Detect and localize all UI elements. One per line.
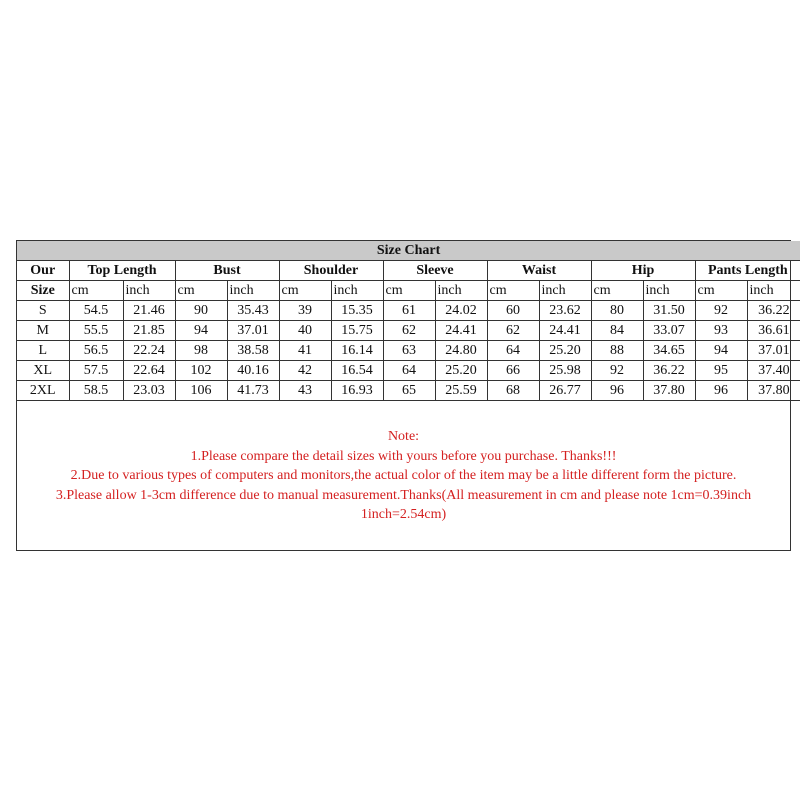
unit-inch-label: inch [643, 281, 695, 301]
table-cell: 16.14 [331, 341, 383, 361]
table-cell: 39 [279, 301, 331, 321]
table-row [17, 361, 800, 381]
table-cell: 41.73 [227, 381, 279, 401]
header-pants-length: Pants Length [695, 261, 800, 281]
note-line-2: 2.Due to various types of computers and monitors,the actual color of the item may be a little different form the picture. [70, 468, 737, 483]
unit-inch-label: inch [435, 281, 487, 301]
unit-header-row [17, 281, 800, 301]
unit-cm-label: cm [383, 281, 435, 301]
table-cell: 64 [487, 341, 539, 361]
size-chart-table [17, 241, 800, 401]
table-cell: 25.20 [435, 361, 487, 381]
table-cell: 24.41 [435, 321, 487, 341]
size-header-top: Our [17, 261, 69, 281]
table-cell: 98 [175, 341, 227, 361]
table-cell: 38.58 [227, 341, 279, 361]
table-row [17, 381, 800, 401]
unit-cm-label: cm [487, 281, 539, 301]
table-cell: 33.07 [643, 321, 695, 341]
size-label: L [17, 341, 69, 361]
table-cell: 37.01 [227, 321, 279, 341]
table-cell: 36.22 [643, 361, 695, 381]
title-row [17, 241, 800, 261]
table-cell: 61 [383, 301, 435, 321]
table-cell: 84 [591, 321, 643, 341]
table-cell: 102 [175, 361, 227, 381]
size-chart-sheet [16, 240, 791, 551]
table-cell: 57.5 [69, 361, 123, 381]
table-cell: 92 [591, 361, 643, 381]
table-cell: 37.01 [747, 341, 800, 361]
table-cell: 37.80 [643, 381, 695, 401]
table-cell: 16.54 [331, 361, 383, 381]
table-row [17, 301, 800, 321]
table-cell: 25.20 [539, 341, 591, 361]
size-header-bottom: Size [17, 281, 69, 301]
table-cell: 56.5 [69, 341, 123, 361]
table-cell: 24.80 [435, 341, 487, 361]
table-cell: 24.41 [539, 321, 591, 341]
table-cell: 94 [175, 321, 227, 341]
table-cell: 41 [279, 341, 331, 361]
table-cell: 21.85 [123, 321, 175, 341]
table-cell: 90 [175, 301, 227, 321]
size-label: 2XL [17, 381, 69, 401]
chart-title: Size Chart [17, 241, 800, 261]
note-line-3a: 3.Please allow 1-3cm difference due to manual measurement.Thanks(All measurement in cm and please note 1cm=0.39inch [55, 487, 752, 503]
table-cell: 64 [383, 361, 435, 381]
table-row [17, 341, 800, 361]
table-cell: 24.02 [435, 301, 487, 321]
note-heading: Note: [387, 429, 420, 444]
note-line-1: 1.Please compare the detail sizes with yours before you purchase. Thanks!!! [190, 448, 617, 464]
table-cell: 80 [591, 301, 643, 321]
table-cell: 35.43 [227, 301, 279, 321]
header-sleeve: Sleeve [383, 261, 487, 281]
table-cell: 37.80 [747, 381, 800, 401]
unit-cm-label: cm [591, 281, 643, 301]
table-cell: 23.62 [539, 301, 591, 321]
table-cell: 40 [279, 321, 331, 341]
table-cell: 92 [695, 301, 747, 321]
table-cell: 95 [695, 361, 747, 381]
table-cell: 66 [487, 361, 539, 381]
table-cell: 62 [383, 321, 435, 341]
unit-cm-label: cm [175, 281, 227, 301]
table-cell: 22.64 [123, 361, 175, 381]
table-cell: 106 [175, 381, 227, 401]
size-label: S [17, 301, 69, 321]
table-cell: 26.77 [539, 381, 591, 401]
table-cell: 22.24 [123, 341, 175, 361]
unit-inch-label: inch [227, 281, 279, 301]
header-shoulder: Shoulder [279, 261, 383, 281]
table-cell: 15.35 [331, 301, 383, 321]
group-header-row [17, 261, 800, 281]
unit-cm-label: cm [279, 281, 331, 301]
table-cell: 58.5 [69, 381, 123, 401]
unit-cm-label: cm [69, 281, 123, 301]
table-cell: 25.59 [435, 381, 487, 401]
table-cell: 96 [591, 381, 643, 401]
table-cell: 96 [695, 381, 747, 401]
table-cell: 94 [695, 341, 747, 361]
table-cell: 16.93 [331, 381, 383, 401]
unit-inch-label: inch [123, 281, 175, 301]
note-line-3b: 1inch=2.54cm) [360, 507, 447, 522]
table-cell: 55.5 [69, 321, 123, 341]
unit-inch-label: inch [539, 281, 591, 301]
table-cell: 43 [279, 381, 331, 401]
table-cell: 62 [487, 321, 539, 341]
table-cell: 25.98 [539, 361, 591, 381]
table-cell: 93 [695, 321, 747, 341]
table-cell: 40.16 [227, 361, 279, 381]
table-row [17, 321, 800, 341]
unit-cm-label: cm [695, 281, 747, 301]
table-cell: 21.46 [123, 301, 175, 321]
header-bust: Bust [175, 261, 279, 281]
header-hip: Hip [591, 261, 695, 281]
table-cell: 34.65 [643, 341, 695, 361]
table-cell: 36.22 [747, 301, 800, 321]
table-cell: 42 [279, 361, 331, 381]
unit-inch-label: inch [747, 281, 800, 301]
unit-inch-label: inch [331, 281, 383, 301]
table-cell: 54.5 [69, 301, 123, 321]
note-block [17, 427, 790, 525]
size-label: XL [17, 361, 69, 381]
table-cell: 31.50 [643, 301, 695, 321]
table-cell: 37.40 [747, 361, 800, 381]
header-top-length: Top Length [69, 261, 175, 281]
table-cell: 23.03 [123, 381, 175, 401]
table-cell: 15.75 [331, 321, 383, 341]
header-waist: Waist [487, 261, 591, 281]
table-cell: 88 [591, 341, 643, 361]
table-cell: 60 [487, 301, 539, 321]
table-cell: 36.61 [747, 321, 800, 341]
table-cell: 63 [383, 341, 435, 361]
table-cell: 68 [487, 381, 539, 401]
table-cell: 65 [383, 381, 435, 401]
size-label: M [17, 321, 69, 341]
